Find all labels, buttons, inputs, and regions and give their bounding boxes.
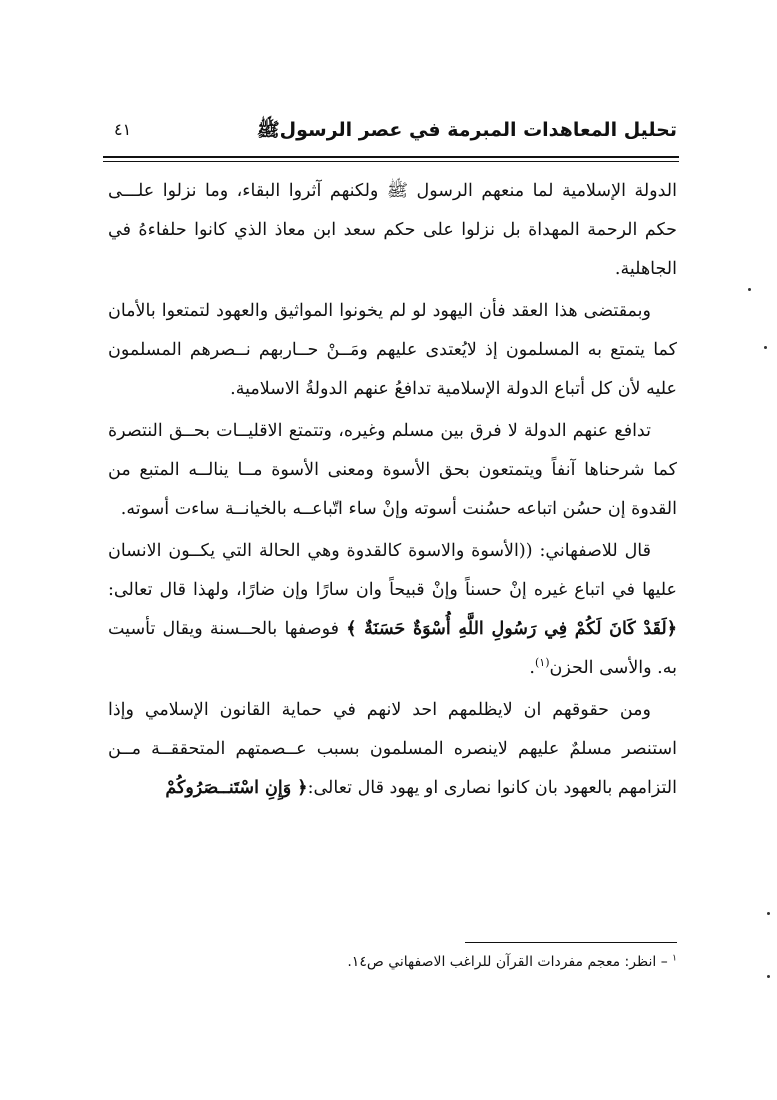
paragraph-4 [108, 532, 677, 688]
paragraph-4-text-after: فوصفها بالحــسنة ويقال تأسيت به. والأسى الحزن [108, 619, 677, 678]
header-divider [103, 156, 679, 158]
footnote-text: – انظر: معجم مفردات القرآن للراغب الاصفهاني ص١٤. [347, 954, 673, 970]
footnote [347, 954, 677, 970]
paragraph-5-text: ومن حقوقهم ان لايظلمهم احد لانهم في حماية القانون الإسلامي وإذا استنصر مسلمٌ عليهم لاينصره المسلمون بسبب عــصمتهم المتحققــة مــن التزامهم بالعهود بان كانوا نصارى او يهود قال تعالى: [108, 700, 677, 798]
footnote-reference: (١) [535, 656, 550, 670]
paragraph-2: وبمقتضى هذا العقد فأن اليهود لو لم يخونوا المواثيق والعهود لتمتعوا بالأمان كما يتمتع به المسلمون إذ لايُعتدى عليهم ومَــنْ حــاربهم نــصرهم المسلمون عليه لأن كل أتباع الدولة الإسلامية تدافعُ عنهم الدولةُ الاسلامية. [108, 301, 677, 399]
quran-verse-1: ﴿لَقَدْ كَانَ لَكُمْ فِي رَسُولِ اللَّهِ أُسْوَةٌ حَسَنَةٌ ﴾ [346, 619, 677, 639]
scan-speck [748, 288, 751, 291]
scan-speck [767, 912, 770, 915]
running-title: تحليل المعاهدات المبرمة في عصر الرسولﷺ [256, 119, 677, 141]
scan-speck [767, 975, 770, 978]
paragraph-4-text-before: قال للاصفهاني: ((الأسوة والاسوة كالقدوة وهي الحالة التي يكــون الانسان عليها في اتباع غيره إنْ حسناً وإنْ قبيحاً وان سارًا وإن ضارًا، ولهذا قال تعالى: [108, 541, 677, 600]
main-text [108, 172, 677, 808]
scan-speck [764, 346, 767, 349]
paragraph-5 [108, 691, 677, 808]
paragraph-1: الدولة الإسلامية لما منعهم الرسول ﷺ ولكنهم آثروا البقاء، وما نزلوا علـــى حكم الرحمة المهداة بل نزلوا على حكم سعد ابن معاذ الذي كانوا حلفاءهُ في الجاهلية. [108, 181, 677, 279]
quran-verse-2: ﴿ وَإِنِ اسْتَنــصَرُوكُمْ [165, 778, 308, 798]
paragraph-3: تدافع عنهم الدولة لا فرق بين مسلم وغيره، وتتمتع الاقليــات بحــق النتصرة كما شرحناها آنفاً ويتمتعون بحق الأسوة ومعنى الأسوة مــا ينالــه المتبع من القدوة إن حسُن اتباعه حسُنت أسوته وإنْ ساء اتّباعــه بالخيانــة ساءت أسوته. [108, 421, 677, 519]
page-number: ٤١ [114, 120, 132, 139]
footnote-marker: ١ [672, 953, 677, 964]
paragraph-4-text-end: . [529, 658, 535, 678]
page-header [108, 110, 677, 150]
header-divider-thin [103, 161, 679, 162]
footnote-divider [465, 942, 677, 943]
